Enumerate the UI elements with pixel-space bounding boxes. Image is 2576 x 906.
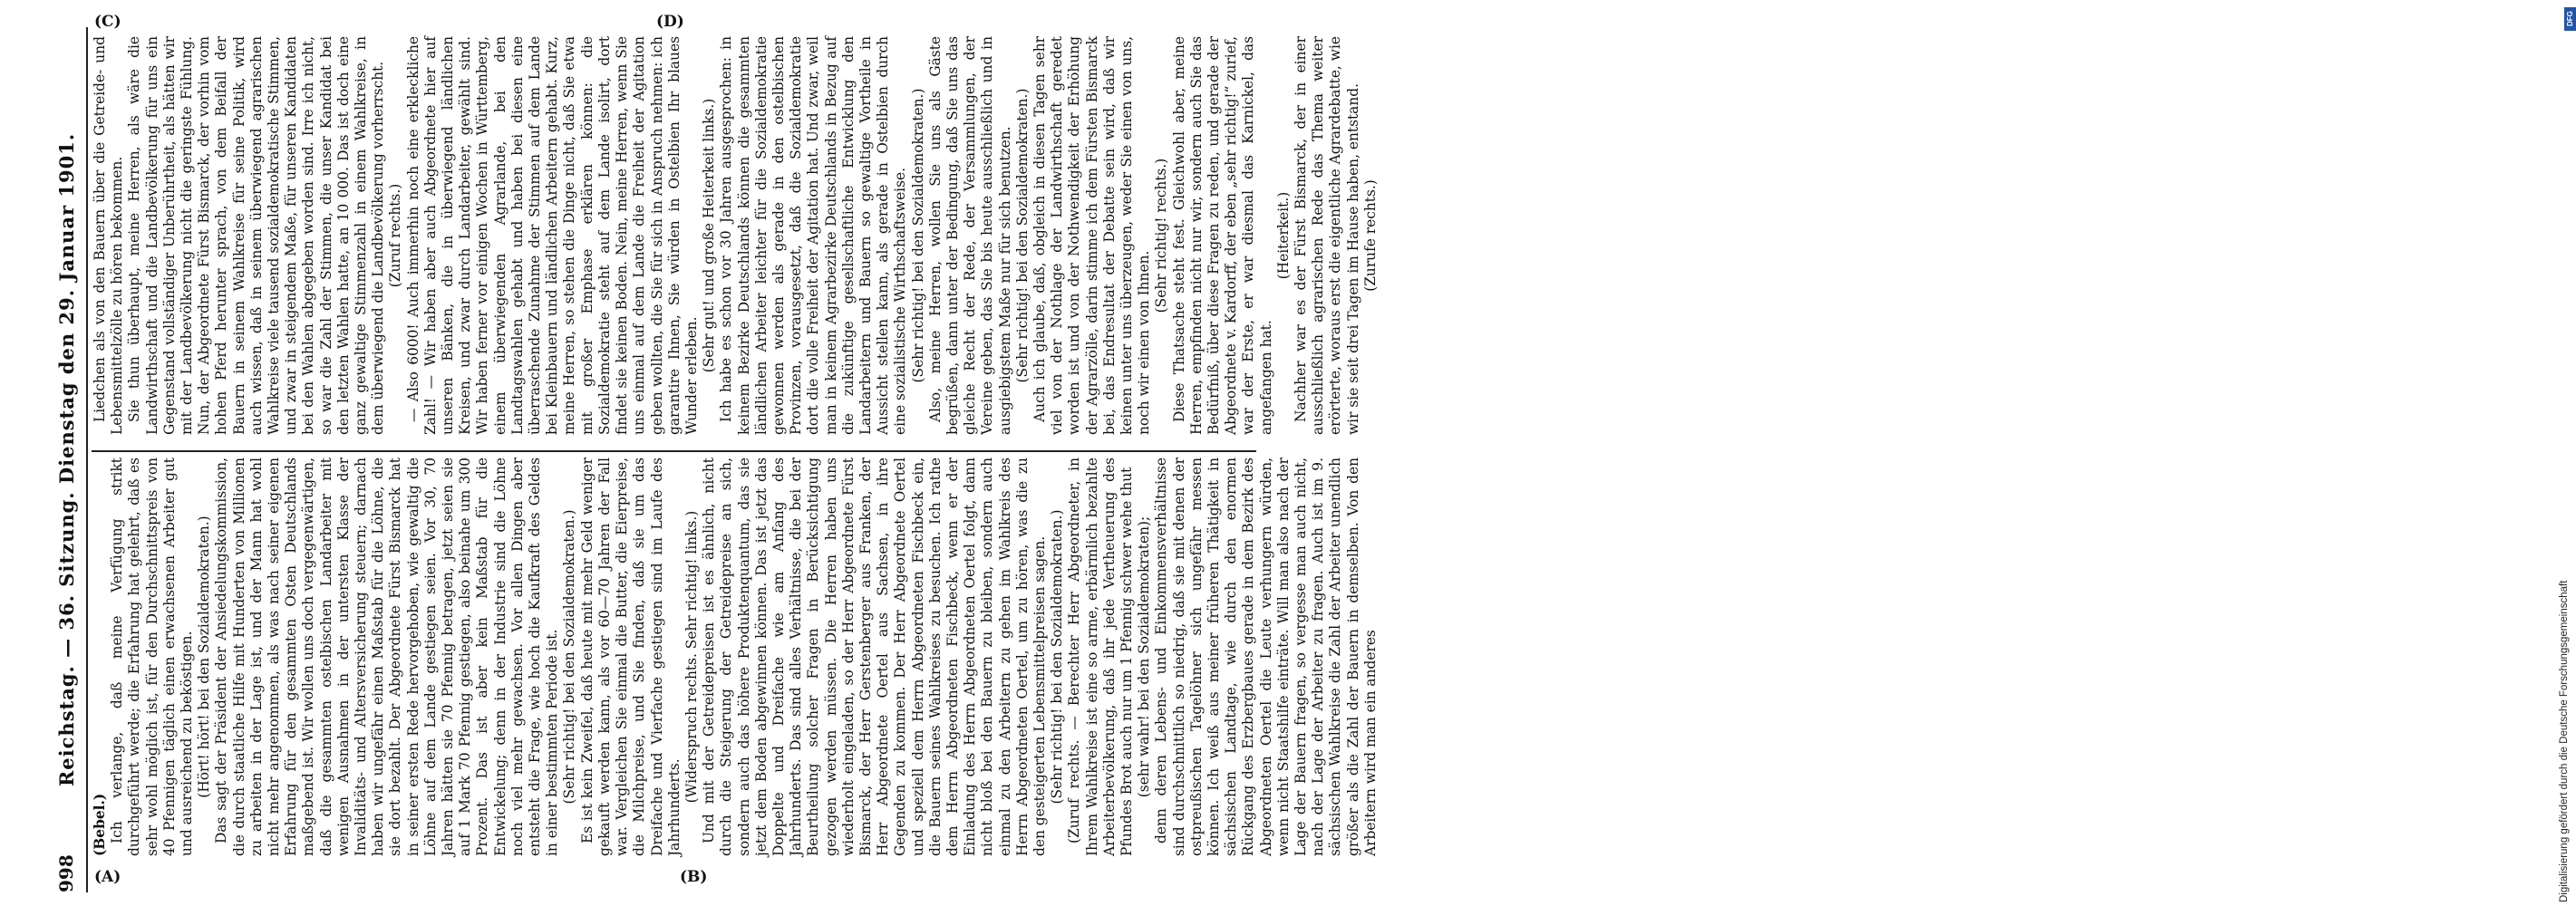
paragraph: Nachher war es der Fürst Bismarck, der in einer ausschließlich agrarischen Rede das Thema weiter erörterte, woraus erst die eigentliche Agrardebatte, wie wir sie seit drei Tagen im Hause haben, entstand. (1293, 36, 1361, 435)
paragraph: Diese Thatsache steht fest. Gleichwohl aber, meine Herren, empfinden nicht nur wir, sondern auch Sie das Bedürfniß, über diese Fragen zu reden, und gerade der Abgeordnete v. Kardorff, der eben „sehr richtig!“ zurief, war der Erste, er war diesmal das Karnickel, das angefangen hat. (1170, 36, 1274, 435)
column-rule (92, 450, 1256, 452)
page-title: Reichstag. — 36. Sitzung. Dienstag den 29. Januar 1901. (55, 132, 78, 787)
interjection: (Zurufe rechts.) (1361, 179, 1379, 292)
paragraph: Liedchen als von den Bauern über die Getreide- und Lebensmittelzölle zu hören bekommen. (92, 36, 126, 435)
right-column (92, 36, 1380, 435)
margin-mark-d: (D) (656, 13, 684, 31)
paragraph: Es ist kein Zweifel, daß heute mit mehr Geld weniger gekauft werden kann, als vor 60—70 Jahren der Fall war. Vergleichen Sie einmal die Butter, die Eierpreise, die Milchpreise, und Sie finden, daß sie um das Dreifache und Vierfache gestiegen sind im Laufe des Jahrhunderts. (578, 458, 683, 856)
paragraph: denn deren Lebens- und Einkommensverhältnisse sind durchschnittlich so niedrig, daß sie mit denen der ostpreußischen Tagelöhner sich ungefähr messen können. Ich weiß aus meiner früheren Thätigkeit in sächsischen Landtage, wie durch den enormen Rückgang des Erzbergbaues gerade in dem Bezirk des Abgeordneten Oertel die Leute verhungern würden, wenn nicht Staatshilfe einträte. Will man also nach der Lage der Bauern fragen, so vergesse man auch nicht, nach der Lage der Arbeiter zu fragen. Auch ist im 9. sächsischen Wahlkreise die Zahl der Arbeiter unendlich größer als die Zahl der Bauern in demselben. Von den Arbeitern wird man ein anderes (1153, 458, 1379, 856)
interjection: (Heiterkeit.) (1274, 191, 1292, 280)
interjection: (Hört! hört! bei den Sozialdemokraten.) (196, 516, 213, 798)
interjection: (Sehr richtig! bei den Sozialdemokraten.) (1013, 88, 1031, 383)
dfg-badge: DFG (2564, 7, 2576, 31)
digitization-note: Digitalisierung gefördert durch die Deutsche Forschungsgemeinschaft (2559, 580, 2570, 902)
paragraph: — Also 6000! Auch immerhin noch eine erkleckliche Zahl! — Wir haben aber auch Abgeordnete hier auf unseren Bänken, die in überwiegend ländlichen Kreisen, und zwar durch Landarbeiter, gewählt sind. Wir haben ferner vor einigen Wochen in Württemberg, einem überwiegenden Agrarlande, bei den Landtagswahlen gehabt und haben bei diesen eine überraschende Zunahme der Stimmen auf dem Lande bei Kleinbauern und ländlichen Arbeitern gehabt. Kurz, meine Herren, so stehen die Dinge nicht, daß Sie etwa mit großer Emphase erklären können: die Sozialdemokratie steht auf dem Lande isolirt, dort findet sie keinen Boden. Nein, meine Herren, wenn Sie uns einmal auf dem Lande die Freiheit der Agitation geben wollten, die Sie für sich in Anspruch nehmen: ich garantire Ihnen, Sie würden in Ostelbien Ihr blaues Wunder erleben. (404, 36, 700, 435)
paragraph: Sie thun überhaupt, meine Herren, als wäre die Landwirthschaft und die Landbevölkerung für uns ein Gegenstand vollständiger Unberührtheit, als hätten wir mit der Landbevölkerung nicht die geringste Fühlung. Nun, der Abgeordnete Fürst Bismarck, der vorhin vom hohen Pferd herunter sprach, von dem Beifall der Bauern in seinem Wahlkreise für seine Politik, wird auch wissen, daß in seinem überwiegend agrarischen Wahlkreise viele tausend sozialdemokratische Stimmen, und zwar in steigendem Maße, für unseren Kandidaten bei den Wahlen abgegeben worden sind. Irre ich nicht, so war die Zahl der Stimmen, die unser Kandidat bei den letzten Wahlen hatte, an 10 000. Das ist doch eine ganz gewaltige Stimmenzahl in einem Wahlkreise, in dem überwiegend die Landbevölkerung vorherrscht. (126, 36, 387, 435)
left-column (92, 458, 1380, 856)
page-header (50, 27, 88, 892)
interjection: (Zuruf rechts.) (387, 183, 404, 288)
interjection: (Sehr gut! und große Heiterkeit links.) (701, 98, 718, 373)
interjection: (Sehr richtig! bei den Sozialdemokraten.) (561, 509, 578, 805)
margin-mark-a: (A) (94, 868, 121, 886)
paragraph: Das sagt der Präsident der Ansiedelungskommission, die durch staatliche Hilfe mit Hunderten von Millionen zu arbeiten in der Lage ist, und der Mann hat wohl nicht mehr angenommen, als was nach seiner eigenen Erfahrung für den gesammten Osten Deutschlands maßgebend ist. Wir wollen uns doch vergegenwärtigen, daß die gesammten ostelbischen Landarbeiter mit wenigen Ausnahmen in der untersten Klasse der Invaliditäts- und Altersversicherung steuern; darnach haben wir ungefähr einen Maßstab für die Löhne, die sie dort bezahlt. Der Abgeordnete Fürst Bismarck hat in seiner ersten Rede hervorgehoben, wie gewaltig die Löhne auf dem Lande gestiegen seien. Vor 30, 70 Jahren hätten sie 70 Pfennig betragen, jetzt seien sie auf 1 Mark 70 Pfennig gestiegen, also beinahe um 300 Prozent. Das ist aber kein Maßstab für die Entwickelung; denn in der Industrie sind die Löhne noch viel mehr gewachsen. Vor allen Dingen aber entsteht die Frage, wie hoch die Kaufkraft des Geldes in einer bestimmten Periode ist. (213, 458, 561, 856)
page-number: 998 (55, 854, 77, 892)
interjection: (Sehr richtig! rechts.) (1153, 158, 1170, 313)
paragraph: Ich habe es schon vor 30 Jahren ausgesprochen: in keinem Bezirke Deutschlands können die gesammten ländlichen Arbeiter leichter für die Sozialdemokratie gewonnen werden als gerade in den ostelbischen Provinzen, vorausgesetzt, daß die Sozialdemokratie dort die volle Freiheit der Agitation hat. Und zwar, weil man in keinem Agrarbezirke Deutschlands in Bezug auf die zukünftige gesellschaftliche Entwicklung den Landarbeitern und Bauern so gewaltige Vortheile in Aussicht stellen kann, als gerade in Ostelbien durch eine sozialistische Wirthschaftsweise. (718, 36, 909, 435)
rotated-content (50, 27, 1379, 892)
interjection: (sehr wahr! bei den Sozialdemokraten); (1136, 516, 1153, 798)
speaker-label: (Bebel.) (92, 793, 108, 856)
paragraph: Auch ich glaube, daß, obgleich in diesen Tagen sehr viel von der Nothlage der Landwirthschaft geredet worden ist und von der Nothwendigkeit der Erhöhung der Agrarzölle, darin stimme ich dem Fürsten Bismarck bei, das Endresultat der Debatte sein wird, daß wir keinen unter uns überzeugen, weder Sie einen von uns, noch wir einen von Ihnen. (1031, 36, 1153, 435)
margin-mark-b: (B) (680, 868, 708, 886)
paragraph: Ich verlange, daß meine Verfügung strikt durchgeführt werde; die Erfahrung hat gelehrt, daß es sehr wohl möglich ist, für den Durchschnittspreis von 40 Pfennigen täglich einen erwachsenen Arbeiter gut und ausreichend zu beköstigen. (109, 458, 196, 856)
paragraph: Und mit der Getreidepreisen ist es ähnlich, nicht durch die Steigerung der Getreidepreise an sich, sondern auch das höhere Produktenquantum, das sie jetzt dem Boden abgewinnen können. Das ist jetzt das Doppelte und Dreifache wie am Anfang des Jahrhunderts. Das sind alles Verhältnisse, die bei der Beurtheilung solcher Fragen in Berücksichtigung gezogen werden müssen. Die Herren haben uns wiederholt eingeladen, so der Herr Abgeordnete Fürst Bismarck, der Herr Gerstenberger aus Franken, der Herr Abgeordnete Oertel aus Sachsen, in ihre Gegenden zu kommen. Der Herr Abgeordnete Oertel und speziell dem Herrn Abgeordneten Fischbeck ein, die Bauern seines Wahlkreises zu besuchen. Ich rathe dem Herrn Abgeordneten Fischbeck, wenn er der Einladung des Herrn Abgeordneten Oertel folgt, dann nicht bloß bei den Bauern zu bleiben, sondern auch einmal zu den Arbeitern zu gehen im Wahlkreis des Herrn Abgeordneten Oertel, um zu hören, was die zu den gesteigerten Lebensmittelpreisen sagen. (701, 458, 1048, 856)
margin-mark-c: (C) (94, 13, 121, 31)
paragraph: Also, meine Herren, wollen Sie uns als Gäste begrüßen, dann unter der Bedingung, daß Sie uns das gleiche Recht der Rede, der Versammlungen, der Vereine geben, das Sie bis heute ausschließlich und in ausgiebigstem Maße nur für sich benutzen. (926, 36, 1013, 435)
interjection: (Widerspruch rechts. Sehr richtig! links.) (683, 510, 700, 804)
interjection: (Sehr richtig! bei den Sozialdemokraten.) (1049, 509, 1066, 805)
paragraph: (Zuruf rechts. — Berechter Herr Abgeordneter, in Ihrem Wahlkreise ist eine so arme, erbärmlich bezahlte Arbeiterbevölkerung, daß ihr jede Vertheuerung des Pfundes Brot auch nur um 1 Pfennig schwer wehe thut (1066, 458, 1135, 856)
interjection: (Sehr richtig! bei den Sozialdemokraten.) (909, 88, 926, 383)
